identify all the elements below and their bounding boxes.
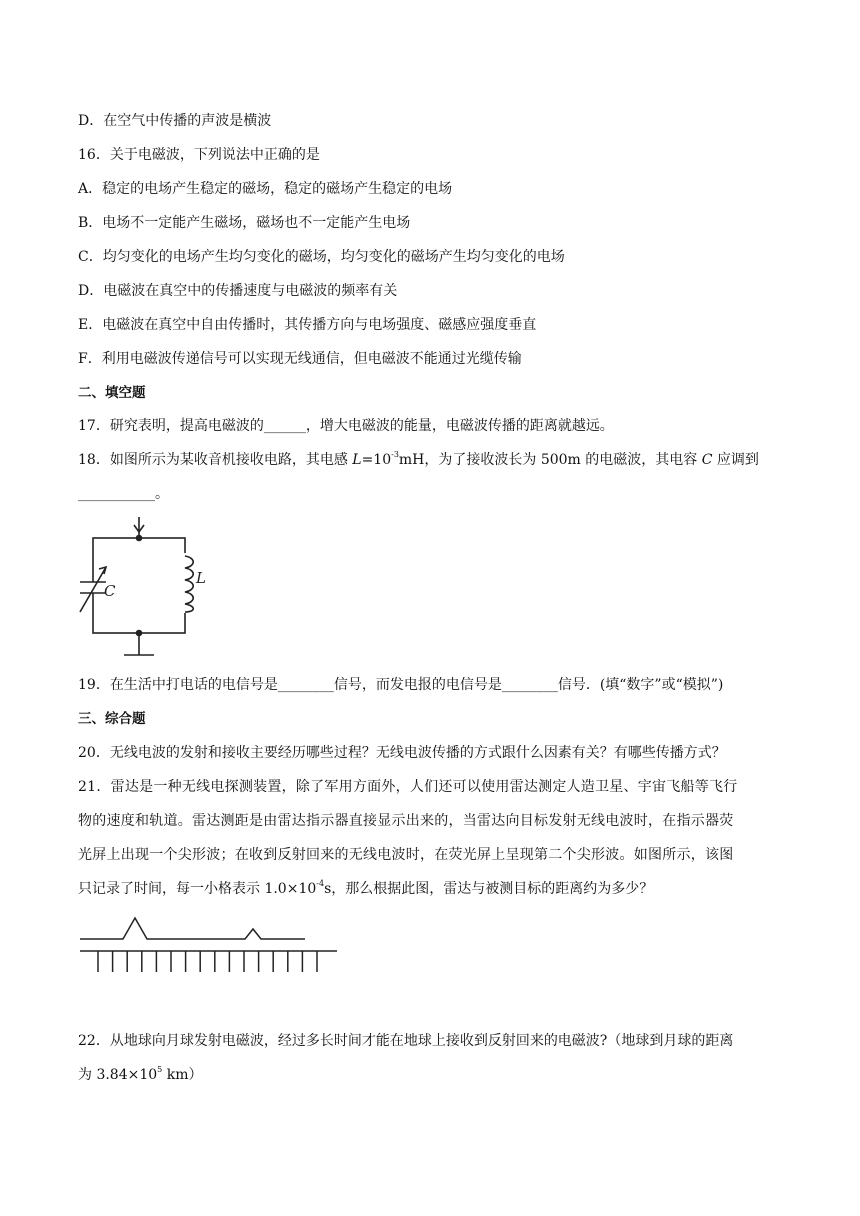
capacitor-label: C xyxy=(104,582,116,600)
q17: 17．研究表明，提高电磁波的______，增大电磁波的能量，电磁波传播的距离就越远。 xyxy=(78,418,614,434)
q21-line-1: 21．雷达是一种无线电探测装置，除了军用方面外，人们还可以使用雷达测定人造卫星、宇宙飞船等飞行 xyxy=(78,779,738,795)
radar-trace xyxy=(80,918,305,939)
q21-text-4a: 只记录了时间，每一小格表示 1.0×10 xyxy=(78,881,317,897)
q15-option-d: D．在空气中传播的声波是横波 xyxy=(78,113,272,129)
q21-exp: -4 xyxy=(316,879,325,888)
q21-text-4b: s，那么根据此图，雷达与被测目标的距离约为多少？ xyxy=(324,881,654,897)
q18-var-l: L xyxy=(352,452,362,468)
q22-text-2a: 为 3.84×10 xyxy=(78,1067,158,1083)
q16-stem: 16．关于电磁波，下列说法中正确的是 xyxy=(78,147,320,163)
q16-option-a: A．稳定的电场产生稳定的磁场，稳定的磁场产生稳定的电场 xyxy=(78,181,453,197)
q22-exp: 5 xyxy=(157,1065,163,1074)
q18-eq: =10 xyxy=(361,452,392,468)
q16-option-d: D．电磁波在真空中的传播速度与电磁波的频率有关 xyxy=(78,283,398,299)
q16-option-c: C．均匀变化的电场产生均匀变化的磁场，均匀变化的磁场产生均匀变化的电场 xyxy=(78,249,565,265)
inductor-label: L xyxy=(196,569,206,587)
q22-text-2b: km） xyxy=(162,1067,203,1083)
q22-line-1: 22．从地球向月球发射电磁波，经过多长时间才能在地球上接收到反射回来的电磁波?（地球到月球的距离 xyxy=(78,1033,734,1049)
q18-var-c: C xyxy=(701,452,713,468)
q20: 20．无线电波的发射和接收主要经历哪些过程？无线电波传播的方式跟什么因素有关？有哪些传播方式？ xyxy=(78,745,726,761)
section-3-title: 三、综合题 xyxy=(78,711,146,727)
q22-line-2 xyxy=(78,1065,202,1085)
q16-option-e: E．电磁波在真空中自由传播时，其传播方向与电场强度、磁感应强度垂直 xyxy=(78,317,537,333)
q21-line-2: 物的速度和轨道。雷达测距是由雷达指示器直接显示出来的，当雷达向目标发射无线电波时，在指示器荧 xyxy=(78,813,734,829)
q19: 19．在生活中打电话的电信号是________信号，而发电报的电信号是________信号．(填“数字”或“模拟”) xyxy=(78,677,724,693)
q18-text-3: 应调到 xyxy=(712,452,759,468)
section-2-title: 二、填空题 xyxy=(78,385,146,401)
q18-exp: -3 xyxy=(391,450,399,459)
q18-answer-blank: ___________。 xyxy=(78,486,169,502)
q18-text-2: mH，为了接收波长为 500m 的电磁波，其电容 xyxy=(398,452,702,468)
q21-line-3: 光屏上出现一个尖形波；在收到反射回来的无线电波时，在荧光屏上呈现第二个尖形波。如图所示，该图 xyxy=(78,847,734,863)
q16-option-b: B．电场不一定能产生磁场，磁场也不一定能产生电场 xyxy=(78,215,411,231)
q18-text-1: 18．如图所示为某收音机接收电路，其电感 xyxy=(78,452,353,468)
time-ticks xyxy=(98,951,317,972)
q16-option-f: F．利用电磁波传递信号可以实现无线通信，但电磁波不能通过光缆传输 xyxy=(78,351,522,367)
